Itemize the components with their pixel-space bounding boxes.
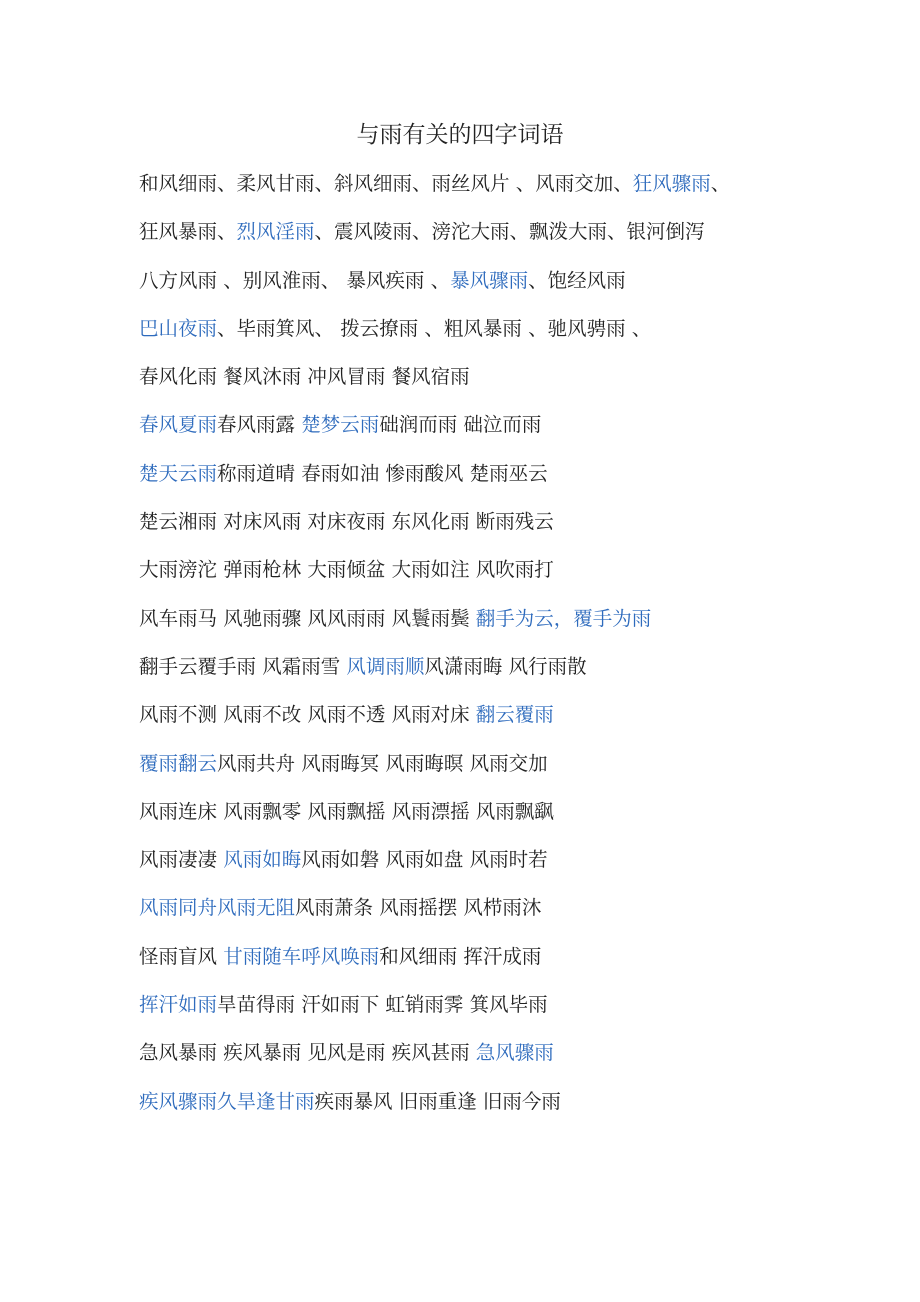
text-line: [139, 746, 839, 794]
text-segment: 风雨连床 风雨飘零 风雨飘摇 风雨漂摇 风雨飘飖: [139, 799, 554, 823]
text-line: [139, 939, 839, 987]
text-segment: 、震风陵雨、滂沱大雨、飘泼大雨、银河倒泻: [314, 220, 705, 244]
highlighted-phrase: 烈风淫雨: [236, 220, 315, 244]
page-title: 与雨有关的四字词语: [356, 122, 564, 148]
text-segment: 称雨道晴 春雨如油 惨雨酸风 楚雨巫云: [217, 461, 548, 485]
text-line: [139, 987, 839, 1035]
text-line: [139, 842, 839, 890]
text-segment: 春风化雨 餐风沐雨 冲风冒雨 餐风宿雨: [139, 365, 470, 389]
text-segment: 旱苗得雨 汗如雨下 虹销雨霁 箕风毕雨: [217, 993, 548, 1017]
text-line: [139, 504, 839, 552]
text-line: [139, 214, 839, 262]
text-line: [139, 166, 839, 214]
text-segment: 风车雨马 风驰雨骤 风风雨雨 风鬟雨鬓: [139, 606, 476, 630]
text-line: [139, 456, 839, 504]
text-segment: 和风细雨 挥汗成雨: [379, 944, 542, 968]
text-line: [139, 407, 839, 455]
text-segment: 风雨凄凄: [139, 848, 224, 872]
text-segment: 急风暴雨 疾风暴雨 见风是雨 疾风甚雨: [139, 1041, 476, 1065]
text-segment: 、: [710, 172, 731, 195]
highlighted-phrase: 急风骤雨: [475, 1041, 554, 1065]
highlighted-phrase: 楚天云雨: [139, 461, 218, 485]
text-segment: 怪雨盲风: [139, 944, 224, 968]
highlighted-phrase: 覆雨翻云: [139, 751, 218, 775]
highlighted-phrase: 翻云覆雨: [475, 703, 554, 727]
text-line: [139, 649, 839, 697]
text-line: [139, 601, 839, 649]
text-segment: 础润而雨 础泣而雨: [379, 413, 542, 437]
highlighted-phrase: 挥汗如雨: [139, 993, 218, 1017]
text-segment: 风雨萧条 风雨摇摆 风栉雨沐: [295, 896, 542, 920]
highlighted-phrase: 风调雨顺: [346, 654, 425, 678]
text-segment: 疾雨暴风 旧雨重逢 旧雨今雨: [314, 1089, 561, 1113]
text-line: [139, 697, 839, 745]
text-segment: 风雨共舟 风雨晦冥 风雨晦暝 风雨交加: [217, 751, 548, 775]
highlighted-phrase: 巴山夜雨: [139, 316, 218, 340]
text-segment: 八方风雨 、别风淮雨、 暴风疾雨 、: [139, 268, 451, 292]
highlighted-phrase: 甘雨随车呼风唤雨: [223, 944, 380, 968]
highlighted-phrase: 春风夏雨: [139, 413, 218, 437]
highlighted-phrase: 楚梦云雨: [301, 413, 380, 437]
text-segment: 大雨滂沱 弹雨枪林 大雨倾盆 大雨如注 风吹雨打: [139, 558, 554, 582]
text-segment: 风雨如磐 风雨如盘 风雨时若: [301, 848, 548, 872]
text-segment: 翻手云覆手雨 风霜雨雪: [139, 654, 347, 678]
highlighted-phrase: 疾风骤雨久旱逢甘雨: [139, 1089, 315, 1113]
text-segment: 风潇雨晦 风行雨散: [424, 654, 587, 678]
text-line: [139, 263, 839, 311]
text-line: [139, 359, 839, 407]
text-line: [139, 552, 839, 600]
highlighted-phrase: 风雨同舟风雨无阻: [139, 896, 296, 920]
text-segment: 春风雨露: [217, 413, 302, 437]
highlighted-phrase: 狂风骤雨: [632, 172, 711, 195]
highlighted-phrase: 翻手为云，覆手为雨: [475, 606, 652, 630]
text-line: [139, 1035, 839, 1083]
text-line: [139, 794, 839, 842]
text-segment: 、饱经风雨: [528, 268, 626, 292]
text-line: [139, 890, 839, 938]
text-segment: 楚云湘雨 对床风雨 对床夜雨 东风化雨 断雨残云: [139, 510, 554, 534]
text-segment: 和风细雨、柔风甘雨、斜风细雨、雨丝风片 、风雨交加、: [139, 172, 633, 195]
text-line: [139, 1084, 839, 1132]
text-segment: 、毕雨箕风、 拨云撩雨 、粗风暴雨 、驰风骋雨 、: [217, 316, 652, 340]
text-segment: 狂风暴雨、: [139, 220, 237, 244]
text-line: [139, 311, 839, 359]
text-segment: 风雨不测 风雨不改 风雨不透 风雨对床: [139, 703, 476, 727]
highlighted-phrase: 风雨如晦: [223, 848, 302, 872]
highlighted-phrase: 暴风骤雨: [450, 268, 529, 292]
word-list: [139, 166, 839, 1132]
